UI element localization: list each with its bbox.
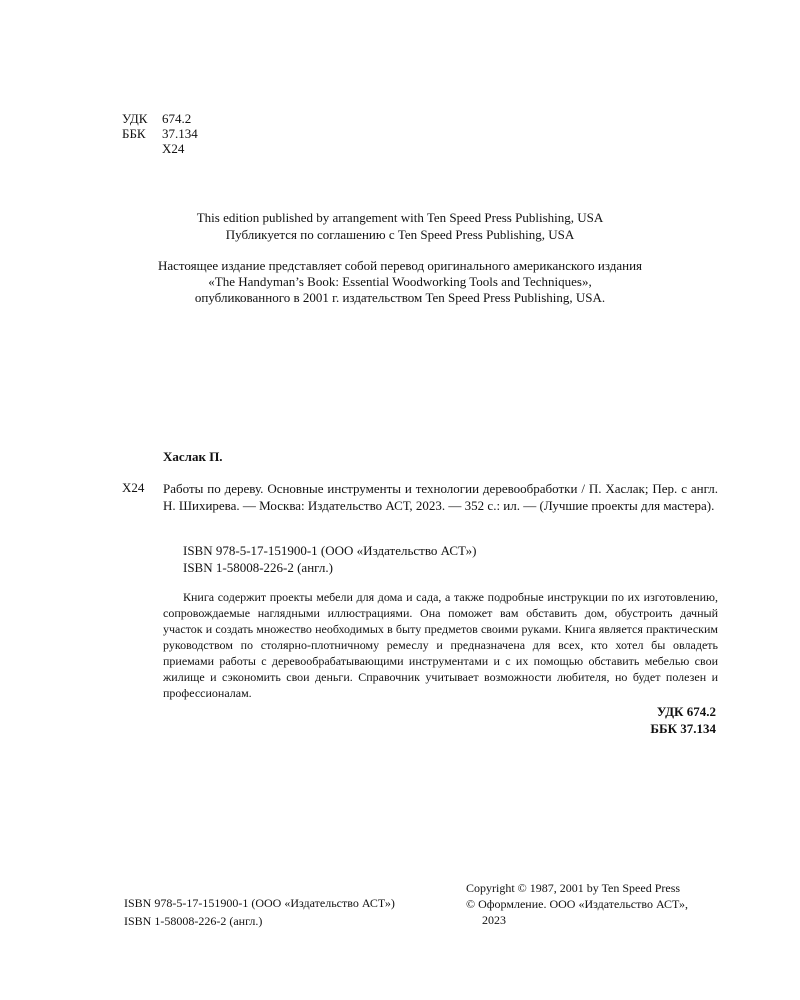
- bibliography-mark: Х24: [122, 480, 145, 495]
- design-copyright-line: © Оформление. ООО «Издательство АСТ»,: [466, 897, 689, 911]
- bbk-summary-line: ББК 37.134: [650, 721, 716, 736]
- bbk-value: 37.134: [162, 126, 198, 141]
- translation-note-line2: «The Handyman’s Book: Essential Woodworking Tools and Techniques»,: [208, 274, 592, 289]
- author-mark-row: [122, 141, 198, 156]
- isbn-block: [183, 542, 476, 576]
- bbk-label: ББК: [122, 126, 146, 141]
- copyright-year: 2023: [482, 913, 506, 927]
- translation-note-line1: Настоящее издание представляет собой перевод оригинального американского издания: [157, 258, 643, 273]
- footer-isbn-block: [124, 894, 395, 930]
- footer-isbn-english: ISBN 1-58008-226-2 (англ.): [124, 914, 263, 928]
- classification-block: [122, 111, 198, 156]
- isbn-line-english: ISBN 1-58008-226-2 (англ.): [183, 560, 333, 575]
- copyright-line: Copyright © 1987, 2001 by Ten Speed Press: [466, 881, 681, 895]
- udk-summary-line: УДК 674.2: [656, 704, 716, 719]
- udk-label: УДК: [122, 111, 148, 126]
- book-author: Хаслак П.: [163, 449, 223, 464]
- copyright-block: [466, 880, 688, 928]
- author-mark: Х24: [162, 141, 185, 156]
- footer-isbn-ast: ISBN 978-5-17-151900-1 (ООО «Издательство АСТ»): [124, 896, 395, 910]
- udk-bbk-summary: [560, 703, 716, 737]
- udk-row: [122, 111, 198, 126]
- translation-note-line3: опубликованного в 2001 г. издательством Ten Speed Press Publishing, USA.: [194, 290, 606, 305]
- bibliographic-entry: Работы по дереву. Основные инструменты и технологии деревообработки / П. Хаслак; Пер. с англ. Н. Шихирева. — Москва: Издательство АСТ, 2023. — 352 с.: ил. — (Лучшие проекты для мастера).: [163, 481, 718, 513]
- book-annotation: Книга содержит проекты мебели для дома и сада, а также подробные инструкции по их изготовлению, сопровождаемые наглядными иллюстрациями. Она поможет вам обставить дом, обустроить дачный участок и создать множество необходимых в быту предметов своими руками. Книга является практическим руководством по столярно-плотничному ремеслу и предназначена для всех, кто хотел бы овладеть приемами работы с деревообрабатывающими инструментами и с их помощью обставить мебелью свои жилище и сэкономить свои деньги. Справочник учитывает возможности любителя, но будет полезен и профессионалам.: [163, 590, 718, 700]
- edition-note-english: This edition published by arrangement with Ten Speed Press Publishing, USA: [196, 210, 604, 225]
- isbn-line-ast: ISBN 978-5-17-151900-1 (ООО «Издательство АСТ»): [183, 543, 477, 558]
- udk-value: 674.2: [162, 111, 192, 126]
- bbk-row: [122, 126, 198, 141]
- edition-note-russian: Публикуется по соглашению с Ten Speed Press Publishing, USA: [225, 227, 575, 242]
